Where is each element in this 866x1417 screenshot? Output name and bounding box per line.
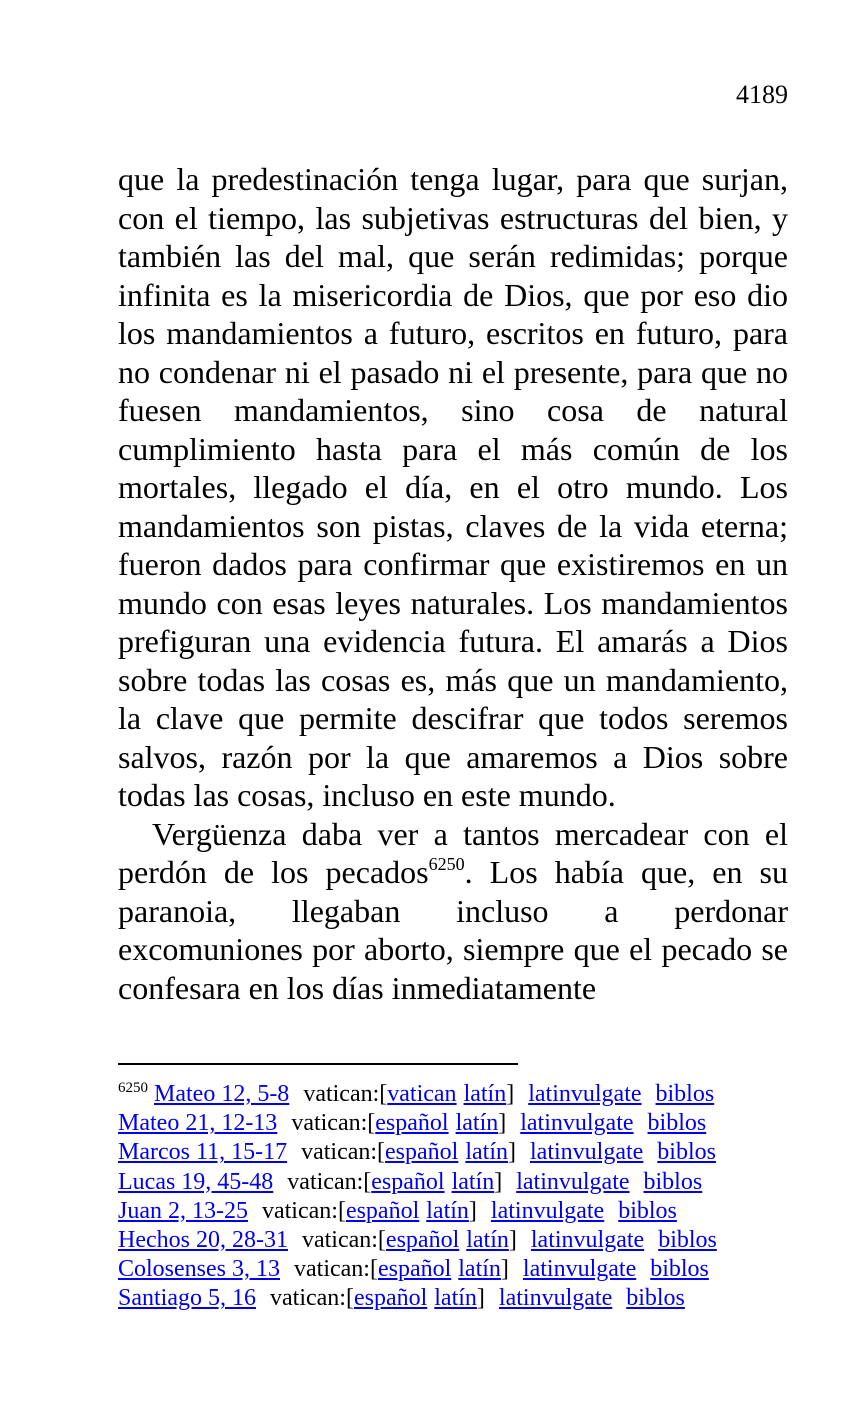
main-text [118, 160, 788, 1007]
latinvulgate-link[interactable]: latinvulgate [522, 1256, 637, 1283]
biblos-link[interactable]: biblos [643, 1168, 703, 1195]
footnote-block [118, 1080, 798, 1314]
latin-link[interactable]: latín [466, 1227, 509, 1254]
vatican-prefix: vatican:[ [301, 1139, 386, 1166]
vatican-suffix: ] [468, 1197, 477, 1224]
vatican-prefix: vatican:[ [270, 1285, 354, 1312]
bible-ref-link[interactable]: Santiago 5, 16 [118, 1285, 256, 1312]
latin-link[interactable]: latín [463, 1081, 507, 1107]
vatican-suffix: ] [506, 1081, 515, 1107]
latinvulgate-link[interactable]: latinvulgate [520, 1110, 634, 1137]
bible-ref-link[interactable]: Mateo 21, 12-13 [118, 1110, 278, 1137]
latinvulgate-link[interactable]: latinvulgate [516, 1168, 630, 1195]
biblos-link[interactable]: biblos [650, 1256, 709, 1283]
footnote-line [118, 1197, 798, 1226]
vatican-suffix: ] [500, 1256, 509, 1283]
latin-link[interactable]: latín [434, 1285, 477, 1312]
latin-link[interactable]: latín [458, 1256, 501, 1283]
spanish-link[interactable]: español [377, 1256, 452, 1283]
vatican-prefix: vatican:[ [287, 1168, 372, 1195]
paragraph-2 [118, 815, 788, 1008]
footnote-line [118, 1138, 798, 1167]
biblos-link[interactable]: biblos [657, 1139, 716, 1166]
footnote-reference[interactable]: 6250 [428, 854, 465, 874]
spanish-link[interactable]: español [385, 1139, 459, 1166]
paragraph-2-text-start: Vergüenza daba ver a tantos mercadear con el perdón de los pecados [118, 815, 788, 890]
vatican-prefix: vatican:[ [301, 1227, 386, 1254]
spanish-link[interactable]: español [375, 1110, 449, 1137]
paragraph-2-text-end: . Los había que, en su paranoia, llegaban incluso a perdonar excomuniones por aborto, siempre que el pecado se confesara en los días inmediatamente [118, 854, 788, 1006]
latin-link[interactable]: latín [426, 1197, 469, 1224]
latinvulgate-link[interactable]: latinvulgate [498, 1285, 613, 1312]
biblos-link[interactable]: biblos [647, 1110, 707, 1137]
latinvulgate-link[interactable]: latinvulgate [528, 1081, 642, 1107]
vatican-prefix: vatican:[ [261, 1197, 346, 1224]
spanish-link[interactable]: español [345, 1197, 420, 1224]
footnote-line [118, 1080, 798, 1109]
biblos-link[interactable]: biblos [626, 1285, 685, 1312]
vatican-suffix: ] [508, 1227, 517, 1254]
footnote-line [118, 1109, 798, 1138]
vatican-lang-link[interactable]: vatican [387, 1081, 457, 1107]
vatican-prefix: vatican:[ [303, 1081, 388, 1107]
spanish-link[interactable]: español [371, 1168, 445, 1195]
latinvulgate-link[interactable]: latinvulgate [490, 1197, 605, 1224]
spanish-link[interactable]: español [385, 1227, 460, 1254]
biblos-link[interactable]: biblos [618, 1197, 677, 1224]
footnote-number: 6250 [118, 1080, 148, 1096]
vatican-prefix: vatican:[ [291, 1110, 376, 1137]
bible-ref-link[interactable]: Marcos 11, 15-17 [118, 1139, 288, 1166]
latin-link[interactable]: latín [455, 1110, 499, 1137]
bible-ref-link[interactable]: Hechos 20, 28-31 [118, 1227, 288, 1254]
bible-ref-link[interactable]: Lucas 19, 45-48 [118, 1168, 274, 1195]
footnote-line [118, 1168, 798, 1197]
biblos-link[interactable]: biblos [655, 1081, 715, 1107]
vatican-suffix: ] [508, 1139, 516, 1166]
vatican-suffix: ] [494, 1168, 503, 1195]
vatican-prefix: vatican:[ [294, 1256, 378, 1283]
latin-link[interactable]: latín [465, 1139, 508, 1166]
footnote-line [118, 1255, 798, 1284]
latinvulgate-link[interactable]: latinvulgate [530, 1227, 645, 1254]
bible-ref-link[interactable]: Juan 2, 13-25 [118, 1197, 248, 1224]
bible-ref-link[interactable]: Mateo 12, 5-8 [154, 1081, 290, 1107]
page-number: 4189 [736, 80, 788, 109]
latin-link[interactable]: latín [451, 1168, 495, 1195]
footnote-line [118, 1226, 798, 1255]
bible-ref-link[interactable]: Colosenses 3, 13 [118, 1256, 280, 1283]
latinvulgate-link[interactable]: latinvulgate [530, 1139, 644, 1166]
paragraph-1: que la predestinación tenga lugar, para que surjan, con el tiempo, las subjetivas estructuras del bien, y también las del mal, que serán redimidas; porque infinita es la misericordia de Dios, que por eso dio los mandamientos a futuro, escritos en futuro, para no condenar ni el pasado ni el presente, para que no fuesen mandamientos, sino cosa de natural cumplimiento hasta para el más común de los mortales, llegado el día, en el otro mundo. Los mandamientos son pistas, claves de la vida eterna; fueron dados para confirmar que existiremos en un mundo con esas leyes naturales. Los mandamientos prefiguran una evidencia futura. El amarás a Dios sobre todas las cosas es, más que un mandamiento, la clave que permite descifrar que todos seremos salvos, razón por la que amaremos a Dios sobre todas las cosas, incluso en este mundo. [118, 161, 788, 813]
footnote-separator [118, 1063, 518, 1065]
footnote-line [118, 1284, 798, 1313]
vatican-suffix: ] [498, 1110, 507, 1137]
biblos-link[interactable]: biblos [658, 1227, 717, 1254]
spanish-link[interactable]: español [353, 1285, 428, 1312]
vatican-suffix: ] [476, 1285, 485, 1312]
